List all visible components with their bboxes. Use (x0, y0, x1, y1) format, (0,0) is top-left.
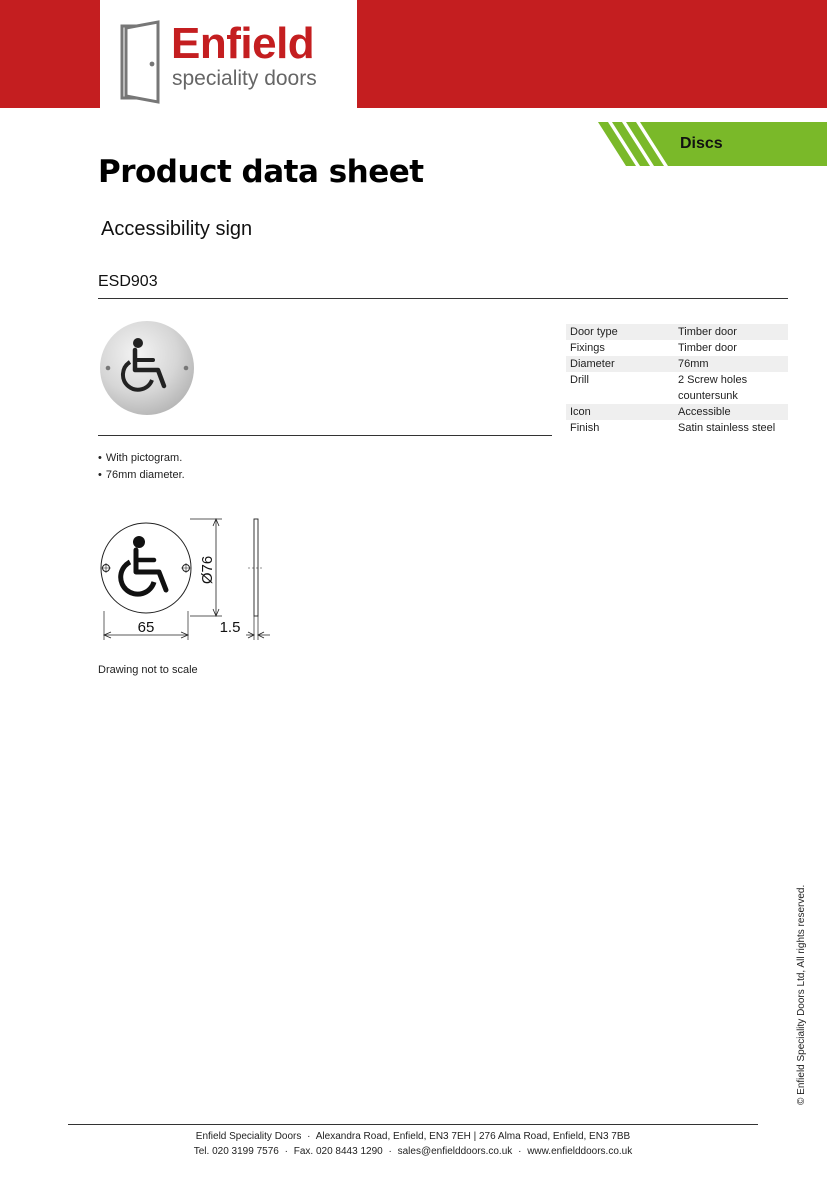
spec-value: Accessible (674, 404, 788, 420)
spec-row (566, 420, 788, 436)
spec-value: 2 Screw holes countersunk (678, 374, 748, 402)
footer-address-line (68, 1130, 758, 1144)
spec-label: Diameter (566, 356, 674, 372)
technical-drawing (96, 512, 276, 642)
footer-divider (68, 1124, 758, 1125)
spec-label: Fixings (570, 342, 605, 354)
spec-table (566, 324, 788, 436)
footer-website-link[interactable]: www.enfielddoors.co.uk (527, 1146, 633, 1157)
spec-row (566, 324, 788, 340)
spec-value: Timber door (678, 342, 737, 354)
footer-address: Alexandra Road, Enfield, EN3 7EH | 276 Alma Road, Enfield, EN3 7BB (315, 1131, 631, 1142)
product-name: Accessibility sign (101, 218, 253, 240)
category-label: Discs (680, 135, 723, 152)
spec-row (566, 356, 788, 372)
footer-company: Enfield Speciality Doors (195, 1131, 302, 1142)
thickness-label: 1.5 (219, 619, 241, 636)
footer-separator: · (518, 1146, 522, 1157)
divider (98, 298, 788, 299)
disc-outline (101, 523, 191, 613)
spec-value: 76mm (674, 356, 788, 372)
spec-label: Icon (566, 404, 674, 420)
footer-contact-line (68, 1145, 758, 1159)
width-label: 65 (137, 619, 155, 636)
footer-fax: Fax. 020 8443 1290 (293, 1146, 383, 1157)
brand-name: Enfield (171, 19, 315, 68)
feature-list (98, 450, 185, 484)
list-item: • With pictogram. (98, 450, 185, 467)
list-item: • 76mm diameter. (98, 467, 185, 484)
footer-email-link[interactable]: sales@enfielddoors.co.uk (397, 1146, 513, 1157)
divider (98, 435, 552, 436)
door-logo-icon (118, 20, 164, 104)
brand-subtitle: speciality doors (172, 67, 317, 90)
page-title: Product data sheet (98, 154, 424, 190)
drawing-note: Drawing not to scale (98, 664, 198, 676)
copyright-notice: © Enfield Speciality Doors Ltd, All rights reserved. (796, 884, 807, 1105)
spec-row (566, 372, 788, 404)
spec-row (566, 340, 788, 356)
spec-value: Satin stainless steel (678, 422, 776, 434)
wheelchair-icon (121, 536, 166, 594)
spec-label: Finish (570, 422, 600, 434)
footer-separator: · (388, 1146, 392, 1157)
spec-label: Drill (570, 374, 589, 386)
spec-value: Timber door (674, 324, 788, 340)
product-code: ESD903 (98, 273, 158, 290)
spec-label: Door type (566, 324, 674, 340)
product-photo (98, 318, 198, 418)
footer-separator: · (284, 1146, 288, 1157)
footer-tel: Tel. 020 3199 7576 (193, 1146, 279, 1157)
footer-separator: · (307, 1131, 311, 1142)
spec-row (566, 404, 788, 420)
diameter-label: Ø76 (199, 555, 216, 585)
